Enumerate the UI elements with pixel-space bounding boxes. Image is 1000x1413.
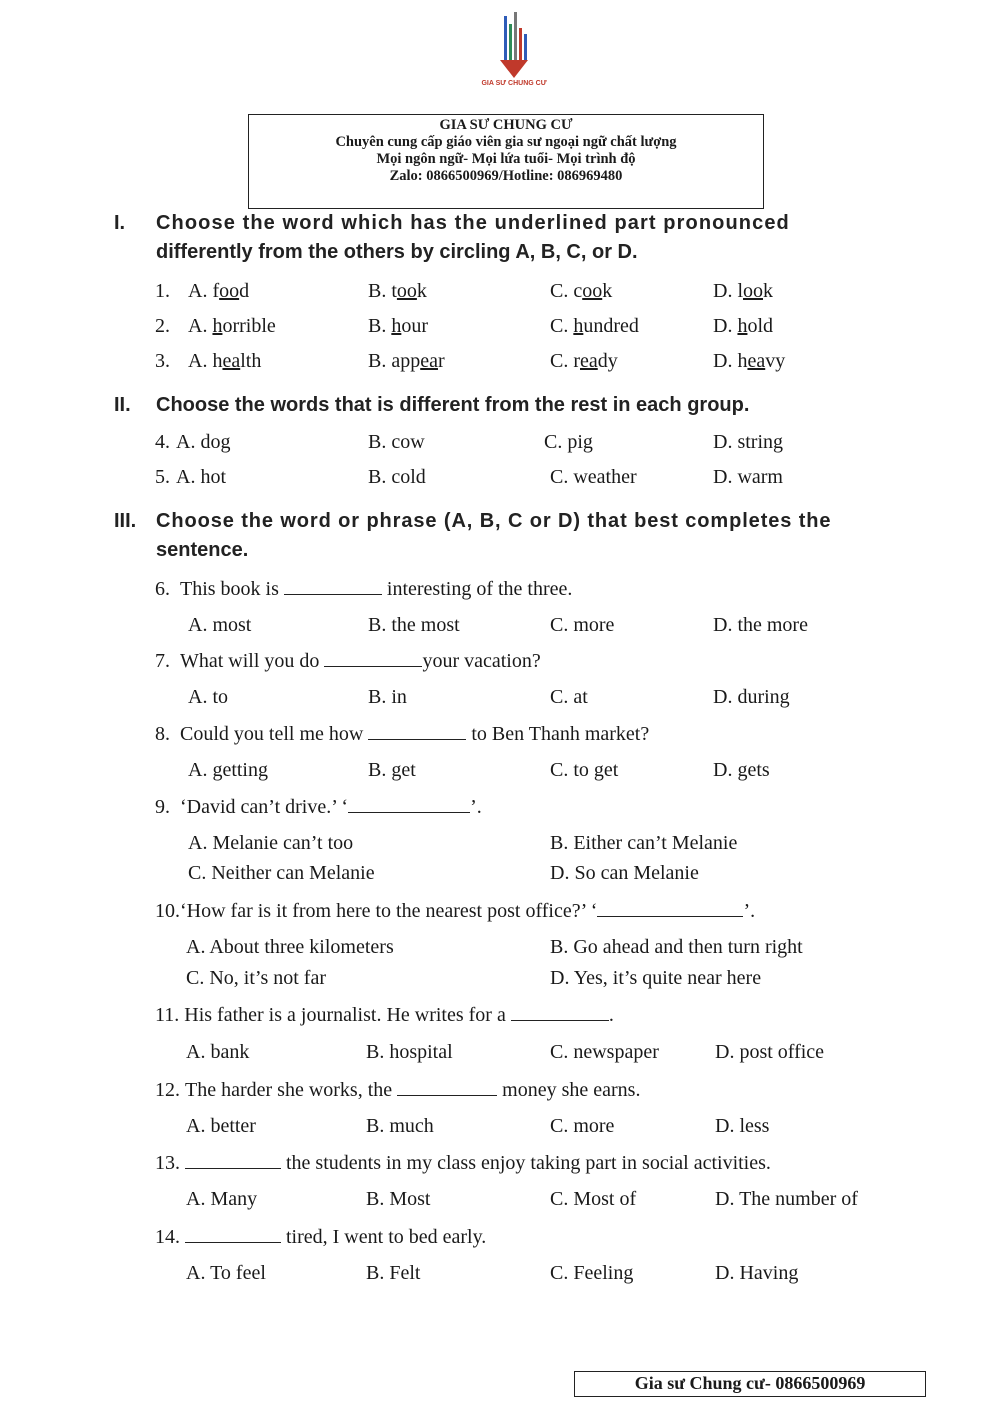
option-b[interactable]: B. cold xyxy=(368,466,426,488)
answer-blank[interactable] xyxy=(511,1002,609,1021)
question-7-stem: 7. What will you do your vacation? xyxy=(155,650,541,672)
question-10-stem: 10.‘How far is it from here to the nearest post office?’ ‘ ’. xyxy=(155,900,756,922)
answer-blank[interactable] xyxy=(324,648,422,667)
option-c[interactable]: C. cook xyxy=(550,280,613,302)
question-13-options xyxy=(0,1184,1000,1214)
option-b[interactable]: B. Felt xyxy=(366,1262,421,1284)
option-a[interactable]: A. Melanie can’t too xyxy=(188,832,354,854)
option-a[interactable]: A. getting xyxy=(188,759,268,781)
option-d[interactable]: D. The number of xyxy=(715,1188,858,1210)
option-c[interactable]: C. Most of xyxy=(550,1188,637,1210)
option-b[interactable]: B. Either can’t Melanie xyxy=(550,832,738,854)
option-b[interactable]: B. hour xyxy=(368,315,429,337)
option-d[interactable]: D. during xyxy=(713,686,790,708)
footer-box xyxy=(574,1371,926,1397)
question-12-stem: 12. The harder she works, the money she earns. xyxy=(155,1079,641,1101)
header-title: GIA SƯ CHUNG CƯ xyxy=(439,117,573,133)
section-1-number: I. xyxy=(114,212,126,234)
question-13-stem: 13. the students in my class enjoy taking part in social activities. xyxy=(155,1152,771,1174)
answer-blank[interactable] xyxy=(348,794,470,813)
option-c[interactable]: C. newspaper xyxy=(550,1041,659,1063)
question-9-stem: 9. ‘David can’t drive.’ ‘ ’. xyxy=(155,796,482,818)
question-4 xyxy=(0,427,1000,457)
option-d[interactable]: D. Having xyxy=(715,1262,799,1284)
question-3 xyxy=(0,346,1000,376)
option-c[interactable]: C. No, it’s not far xyxy=(186,967,326,989)
option-c[interactable]: C. more xyxy=(550,614,615,636)
section-2-number: II. xyxy=(114,394,131,416)
answer-blank[interactable] xyxy=(185,1150,281,1169)
question-8-options xyxy=(0,755,1000,785)
question-11-options xyxy=(0,1037,1000,1067)
option-c[interactable]: C. pig xyxy=(544,431,593,453)
option-a[interactable]: A. hot xyxy=(176,466,226,488)
question-9-options-row1 xyxy=(0,828,1000,858)
question-number: 4. xyxy=(155,431,170,453)
question-12-options xyxy=(0,1111,1000,1141)
option-a[interactable]: A. better xyxy=(186,1115,256,1137)
question-8-stem: 8. Could you tell me how to Ben Thanh market? xyxy=(155,723,650,745)
option-d[interactable]: D. Yes, it’s quite near here xyxy=(550,967,762,989)
header-subtitle: Chuyên cung cấp giáo viên gia sư ngoại ngữ chất lượng xyxy=(335,134,677,150)
question-14-options xyxy=(0,1258,1000,1288)
option-a[interactable]: A. food xyxy=(188,280,250,302)
option-a[interactable]: A. dog xyxy=(176,431,231,453)
option-c[interactable]: C. at xyxy=(550,686,588,708)
option-c[interactable]: C. weather xyxy=(550,466,637,488)
question-number: 5. xyxy=(155,466,170,488)
option-d[interactable]: D. look xyxy=(713,280,773,302)
option-b[interactable]: B. cow xyxy=(368,431,425,453)
question-6-options xyxy=(0,610,1000,640)
question-7-options xyxy=(0,682,1000,712)
option-b[interactable]: B. hospital xyxy=(366,1041,453,1063)
option-b[interactable]: B. in xyxy=(368,686,407,708)
option-a[interactable]: A. health xyxy=(188,350,262,372)
option-a[interactable]: A. About three kilometers xyxy=(186,936,394,958)
question-14-stem: 14. tired, I went to bed early. xyxy=(155,1226,487,1248)
option-b[interactable]: B. Most xyxy=(366,1188,431,1210)
option-a[interactable]: A. To feel xyxy=(186,1262,266,1284)
option-d[interactable]: D. post office xyxy=(715,1041,825,1063)
answer-blank[interactable] xyxy=(368,721,466,740)
option-b[interactable]: B. get xyxy=(368,759,416,781)
section-3-title xyxy=(114,507,904,565)
section-3-line1: Choose the word or phrase (A, B, C or D) that best completes the xyxy=(156,510,832,532)
header-contact: Zalo: 0866500969/Hotline: 086969480 xyxy=(389,168,623,184)
option-a[interactable]: A. Many xyxy=(186,1188,258,1210)
logo-caption: GIA SƯ CHUNG CƯ xyxy=(481,80,547,87)
section-2-line1: Choose the words that is different from the rest in each group. xyxy=(156,394,750,416)
section-1-title xyxy=(114,209,904,267)
option-b[interactable]: B. appear xyxy=(368,350,445,372)
option-b[interactable]: B. took xyxy=(368,280,427,302)
question-5 xyxy=(0,462,1000,492)
section-3-line2: sentence. xyxy=(156,539,249,561)
question-number: 3. xyxy=(155,350,170,372)
option-d[interactable]: D. less xyxy=(715,1115,770,1137)
header-tagline: Mọi ngôn ngữ- Mọi lứa tuổi- Mọi trình độ xyxy=(376,151,636,167)
option-a[interactable]: A. most xyxy=(188,614,252,636)
question-6-stem: 6. This book is interesting of the three. xyxy=(155,578,573,600)
option-c[interactable]: C. Feeling xyxy=(550,1262,634,1284)
option-d[interactable]: D. the more xyxy=(713,614,808,636)
answer-blank[interactable] xyxy=(597,898,743,917)
option-c[interactable]: C. ready xyxy=(550,350,618,372)
answer-blank[interactable] xyxy=(284,576,382,595)
section-1-line2: differently from the others by circling A, B, C, or D. xyxy=(156,241,638,263)
question-10-options-row1 xyxy=(0,932,1000,962)
question-number: 2. xyxy=(155,315,170,337)
option-d[interactable]: D. hold xyxy=(713,315,774,337)
question-11-stem: 11. His father is a journalist. He writes for a . xyxy=(155,1004,614,1026)
question-2 xyxy=(0,311,1000,341)
question-1 xyxy=(0,276,1000,306)
footer-text: Gia sư Chung cư- 0866500969 xyxy=(634,1373,866,1393)
answer-blank[interactable] xyxy=(397,1077,497,1096)
section-2-title xyxy=(114,391,904,420)
question-10-options-row2 xyxy=(0,963,1000,993)
option-c[interactable]: C. Neither can Melanie xyxy=(188,862,375,884)
option-b[interactable]: B. the most xyxy=(368,614,460,636)
option-a[interactable]: A. to xyxy=(188,686,228,708)
question-number: 1. xyxy=(155,280,170,302)
header-box xyxy=(248,114,764,209)
option-c[interactable]: C. to get xyxy=(550,759,619,781)
option-c[interactable]: C. more xyxy=(550,1115,615,1137)
option-a[interactable]: A. horrible xyxy=(188,315,276,337)
answer-blank[interactable] xyxy=(185,1224,281,1243)
option-b[interactable]: B. Go ahead and then turn right xyxy=(550,936,803,958)
option-d[interactable]: D. string xyxy=(713,431,783,453)
option-d[interactable]: D. So can Melanie xyxy=(550,862,699,884)
option-a[interactable]: A. bank xyxy=(186,1041,250,1063)
option-d[interactable]: D. heavy xyxy=(713,350,786,372)
option-d[interactable]: D. gets xyxy=(713,759,770,781)
section-3-number: III. xyxy=(114,510,137,532)
question-9-options-row2 xyxy=(0,858,1000,888)
section-1-line1: Choose the word which has the underlined part pronounced xyxy=(156,212,790,234)
option-b[interactable]: B. much xyxy=(366,1115,434,1137)
option-d[interactable]: D. warm xyxy=(713,466,783,488)
option-c[interactable]: C. hundred xyxy=(550,315,639,337)
